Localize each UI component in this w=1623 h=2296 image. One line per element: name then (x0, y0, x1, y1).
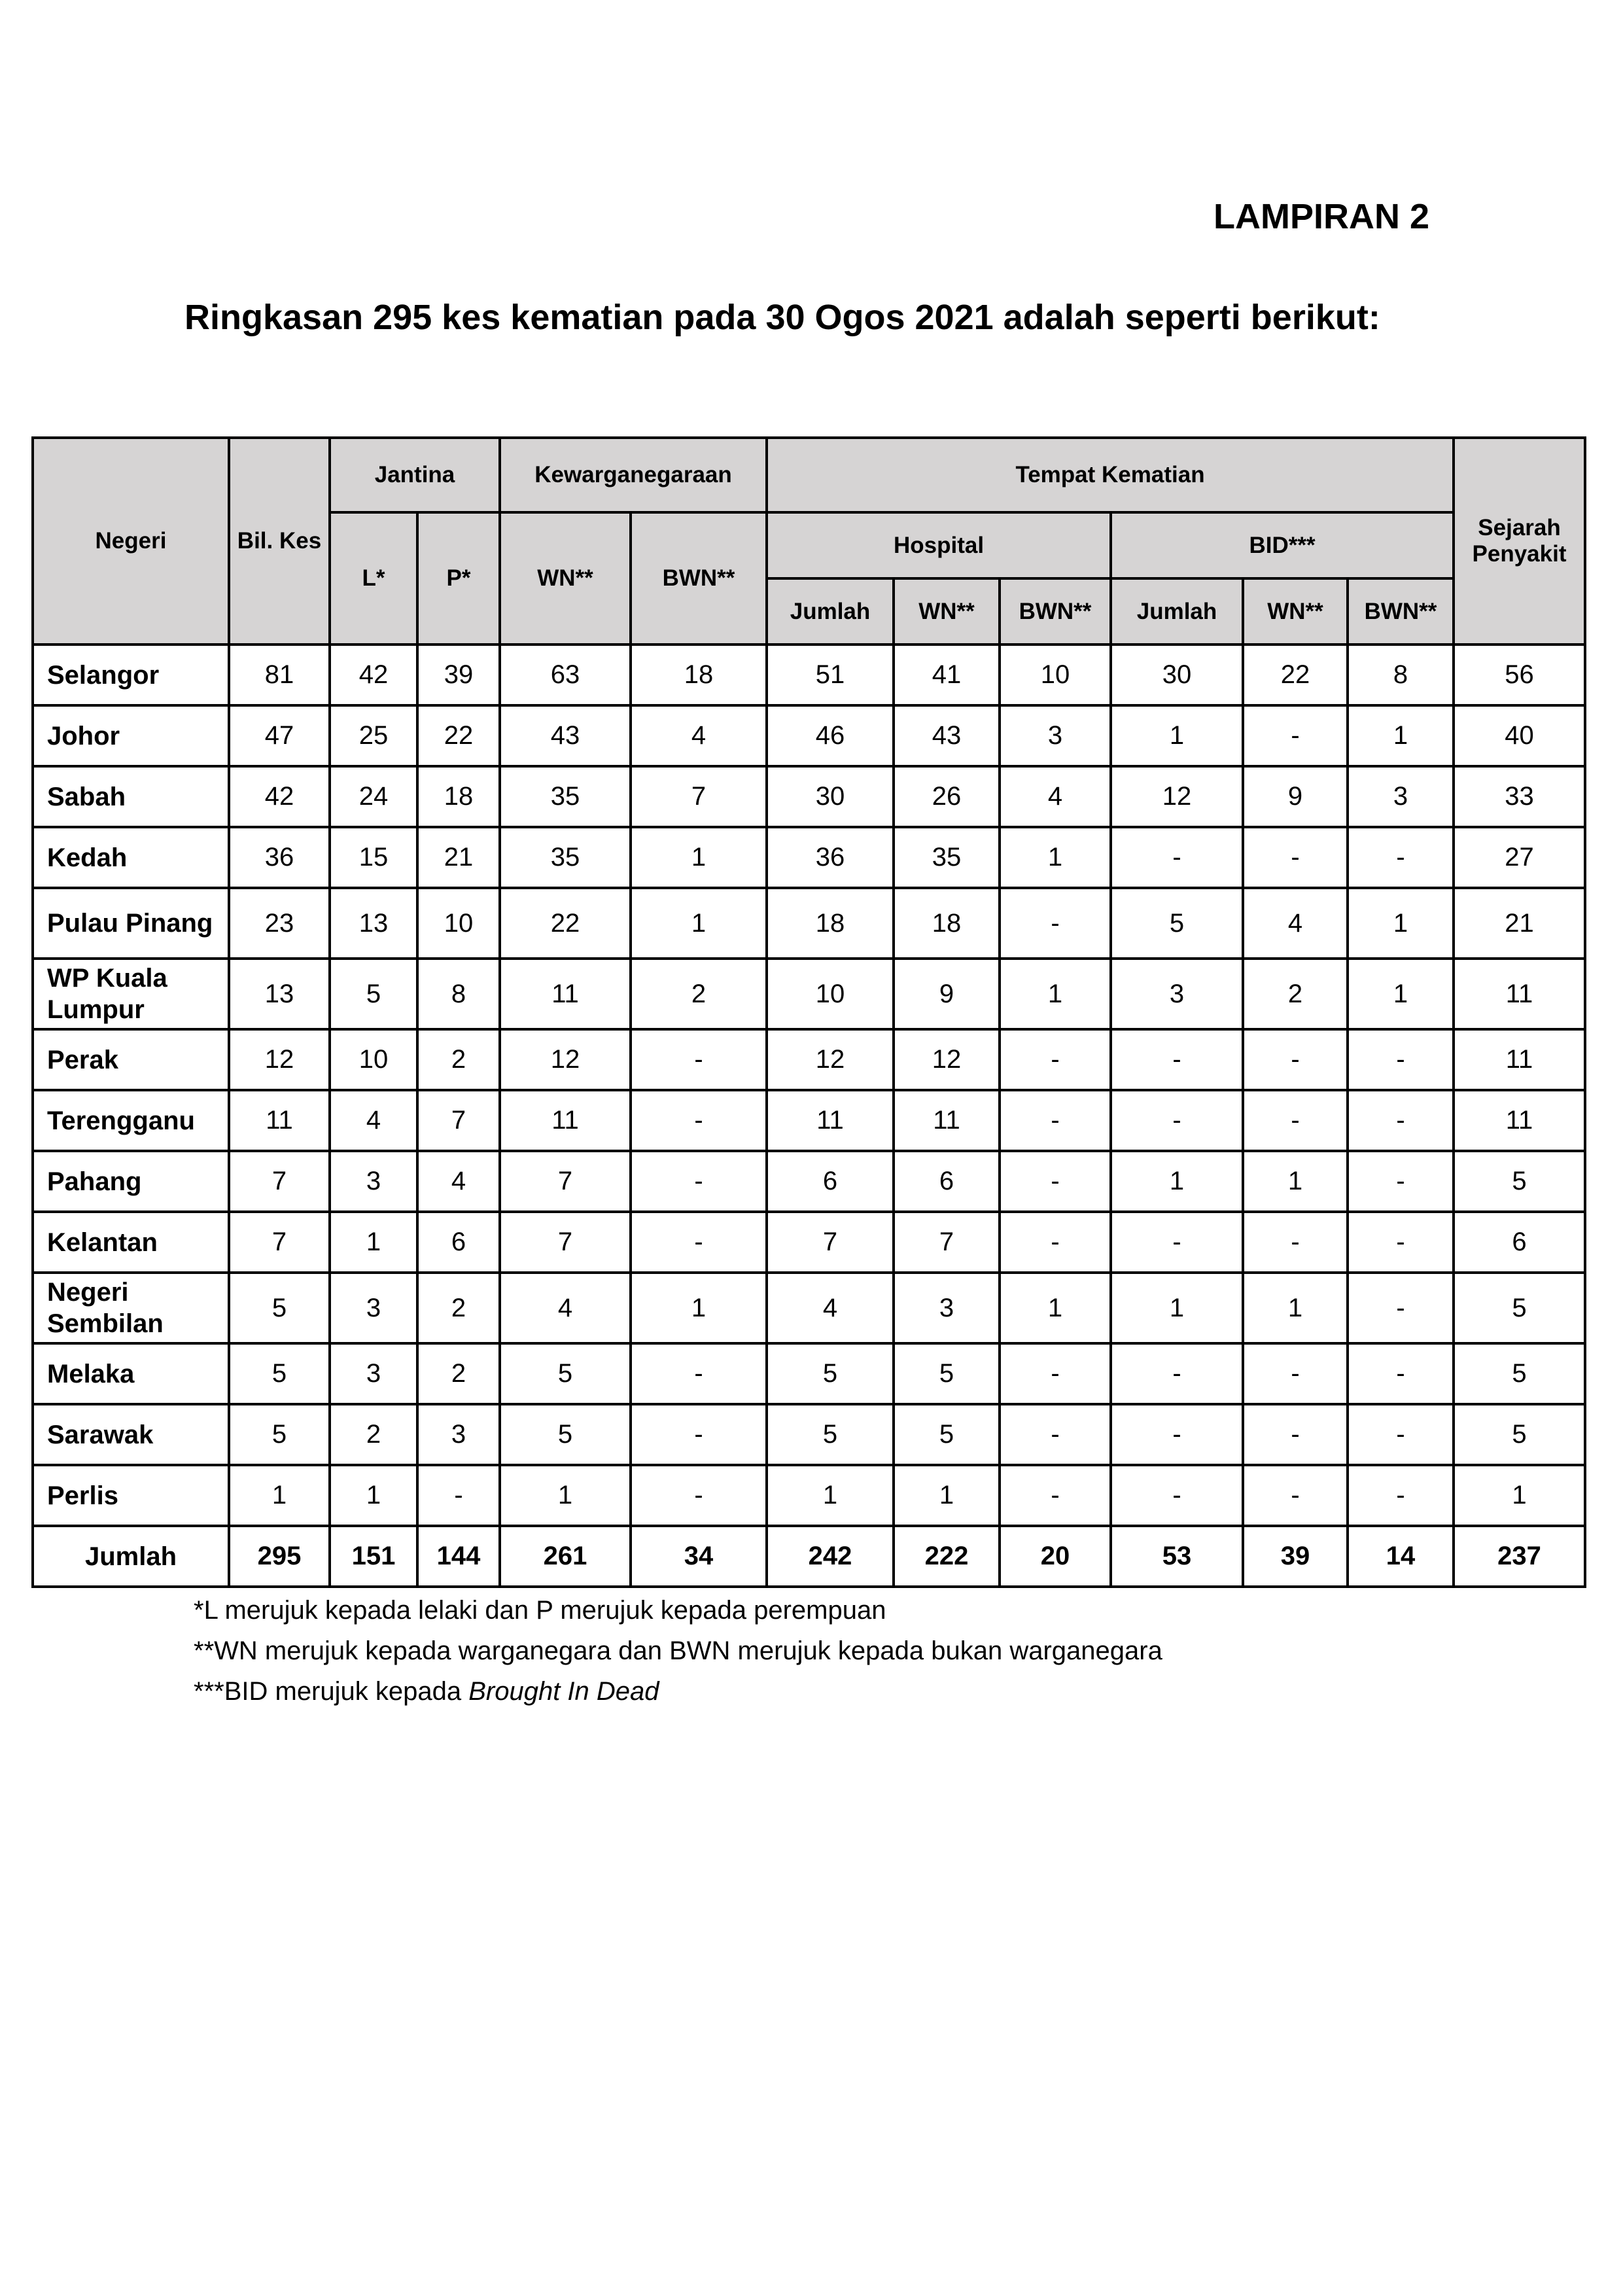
table-cell: 11 (894, 1090, 1000, 1151)
table-row (33, 705, 1585, 766)
table-cell: - (1243, 705, 1348, 766)
header-bid: BID*** (1111, 512, 1454, 578)
table-cell: 1 (767, 1465, 894, 1526)
table-cell: - (1348, 1090, 1454, 1151)
table-cell: 11 (767, 1090, 894, 1151)
table-cell: - (1348, 1404, 1454, 1465)
state-name: Perak (33, 1029, 229, 1090)
table-cell: 2 (417, 1029, 500, 1090)
table-cell: 6 (417, 1212, 500, 1273)
table-cell: - (1111, 1029, 1243, 1090)
table-cell: 30 (767, 766, 894, 827)
table-cell: 5 (1454, 1404, 1585, 1465)
table-cell: 12 (767, 1029, 894, 1090)
total-cell: 39 (1243, 1526, 1348, 1587)
table-cell: 1 (1454, 1465, 1585, 1526)
table-cell: - (1000, 1090, 1111, 1151)
table-cell: - (417, 1465, 500, 1526)
table-cell: 3 (1111, 959, 1243, 1029)
table-cell: 1 (500, 1465, 631, 1526)
table-cell: 24 (330, 766, 417, 827)
table-cell: - (1000, 1212, 1111, 1273)
table-cell: 2 (417, 1273, 500, 1343)
state-name: Negeri Sembilan (33, 1273, 229, 1343)
total-cell: 242 (767, 1526, 894, 1587)
table-cell: 43 (894, 705, 1000, 766)
table-cell: 5 (500, 1404, 631, 1465)
table-cell: 4 (1000, 766, 1111, 827)
state-name: Pahang (33, 1151, 229, 1212)
state-name: Johor (33, 705, 229, 766)
table-cell: 3 (330, 1343, 417, 1404)
table-cell: 3 (1000, 705, 1111, 766)
footnotes (194, 1590, 1162, 1712)
table-cell: 46 (767, 705, 894, 766)
table-cell: 4 (1243, 888, 1348, 959)
table-cell: 4 (500, 1273, 631, 1343)
table-cell: 11 (500, 1090, 631, 1151)
total-cell: 20 (1000, 1526, 1111, 1587)
table-row (33, 1212, 1585, 1273)
table-cell: 7 (417, 1090, 500, 1151)
total-cell: 14 (1348, 1526, 1454, 1587)
table-cell: 12 (894, 1029, 1000, 1090)
table-cell: 56 (1454, 645, 1585, 705)
table-cell: 1 (631, 1273, 767, 1343)
header-tempat-kematian: Tempat Kematian (767, 438, 1454, 512)
header-bid-bwn: BWN** (1348, 578, 1454, 645)
table-cell: 43 (500, 705, 631, 766)
table-cell: 2 (330, 1404, 417, 1465)
total-cell: 53 (1111, 1526, 1243, 1587)
table-cell: 7 (631, 766, 767, 827)
table-row (33, 1273, 1585, 1343)
table-cell: - (1111, 827, 1243, 888)
table-cell: 36 (767, 827, 894, 888)
table-cell: 7 (894, 1212, 1000, 1273)
table-cell: 1 (1243, 1151, 1348, 1212)
table-cell: 1 (330, 1212, 417, 1273)
table-cell: - (1348, 1343, 1454, 1404)
table-cell: 39 (417, 645, 500, 705)
table-cell: 3 (330, 1273, 417, 1343)
table-cell: 13 (330, 888, 417, 959)
table-cell: 7 (500, 1212, 631, 1273)
table-cell: 5 (1454, 1151, 1585, 1212)
header-hospital-jumlah: Jumlah (767, 578, 894, 645)
table-cell: 22 (1243, 645, 1348, 705)
total-cell: 144 (417, 1526, 500, 1587)
header-bil-kes: Bil. Kes (229, 438, 330, 645)
header-wn: WN** (500, 512, 631, 645)
table-cell: 1 (1348, 888, 1454, 959)
table-cell: - (1243, 827, 1348, 888)
table-cell: 5 (767, 1343, 894, 1404)
state-name: Pulau Pinang (33, 888, 229, 959)
table-cell: - (1000, 1465, 1111, 1526)
table-cell: 5 (894, 1404, 1000, 1465)
total-cell: 34 (631, 1526, 767, 1587)
table-cell: 21 (417, 827, 500, 888)
table-cell: 22 (500, 888, 631, 959)
table-cell: 41 (894, 645, 1000, 705)
table-cell: - (1348, 1465, 1454, 1526)
table-cell: 35 (500, 827, 631, 888)
header-bid-jumlah: Jumlah (1111, 578, 1243, 645)
table-cell: - (1348, 1029, 1454, 1090)
table-row (33, 1465, 1585, 1526)
table-row (33, 1029, 1585, 1090)
table-row (33, 888, 1585, 959)
table-cell: - (631, 1465, 767, 1526)
table-row (33, 766, 1585, 827)
table-cell: 7 (767, 1212, 894, 1273)
table-cell: 4 (767, 1273, 894, 1343)
header-negeri: Negeri (33, 438, 229, 645)
table-cell: 1 (229, 1465, 330, 1526)
table-cell: 12 (1111, 766, 1243, 827)
table-cell: - (1111, 1465, 1243, 1526)
total-cell: 222 (894, 1526, 1000, 1587)
table-cell: 13 (229, 959, 330, 1029)
header-bwn: BWN** (631, 512, 767, 645)
table-cell: - (1111, 1212, 1243, 1273)
table-cell: 12 (500, 1029, 631, 1090)
footnote-l-p: *L merujuk kepada lelaki dan P merujuk kepada perempuan (194, 1596, 886, 1625)
header-sejarah-penyakit: Sejarah Penyakit (1454, 438, 1585, 645)
table-cell: 25 (330, 705, 417, 766)
table-cell: 18 (631, 645, 767, 705)
table-cell: 1 (631, 827, 767, 888)
table-cell: 22 (417, 705, 500, 766)
footnote-bid-prefix: ***BID merujuk kepada (194, 1677, 469, 1706)
table-cell: 1 (894, 1465, 1000, 1526)
table-cell: - (1000, 1343, 1111, 1404)
state-name: Terengganu (33, 1090, 229, 1151)
table-cell: - (1000, 888, 1111, 959)
table-cell: 35 (500, 766, 631, 827)
table-cell: 5 (1454, 1343, 1585, 1404)
table-cell: 40 (1454, 705, 1585, 766)
table-cell: 2 (1243, 959, 1348, 1029)
total-cell: 151 (330, 1526, 417, 1587)
table-cell: 3 (1348, 766, 1454, 827)
table-cell: - (1000, 1029, 1111, 1090)
table-cell: 1 (1111, 1273, 1243, 1343)
table-cell: 10 (417, 888, 500, 959)
table-cell: - (1243, 1090, 1348, 1151)
table-cell: 1 (1348, 959, 1454, 1029)
table-row (33, 1151, 1585, 1212)
table-cell: 5 (894, 1343, 1000, 1404)
table-cell: 5 (500, 1343, 631, 1404)
table-cell: 10 (1000, 645, 1111, 705)
table-cell: 1 (330, 1465, 417, 1526)
table-cell: 11 (1454, 1029, 1585, 1090)
table-cell: 1 (1111, 1151, 1243, 1212)
table-row (33, 1404, 1585, 1465)
table-row (33, 959, 1585, 1029)
state-name: Perlis (33, 1465, 229, 1526)
table-cell: 23 (229, 888, 330, 959)
table-cell: - (1000, 1151, 1111, 1212)
header-kewarganegaraan: Kewarganegaraan (500, 438, 767, 512)
table-cell: - (1243, 1343, 1348, 1404)
table-cell: 3 (330, 1151, 417, 1212)
table-cell: 27 (1454, 827, 1585, 888)
table-cell: 7 (229, 1151, 330, 1212)
state-name: Sabah (33, 766, 229, 827)
table-cell: 1 (1000, 827, 1111, 888)
total-row (33, 1526, 1585, 1587)
table-cell: 18 (417, 766, 500, 827)
death-summary-table (31, 436, 1586, 1588)
table-cell: 1 (1000, 1273, 1111, 1343)
table-cell: 8 (1348, 645, 1454, 705)
table-cell: 42 (330, 645, 417, 705)
table-row (33, 1090, 1585, 1151)
table-cell: 47 (229, 705, 330, 766)
table-cell: 2 (631, 959, 767, 1029)
table-cell: 11 (1454, 1090, 1585, 1151)
table-cell: 5 (1111, 888, 1243, 959)
state-name: Melaka (33, 1343, 229, 1404)
annex-label: LAMPIRAN 2 (1213, 197, 1429, 236)
table-cell: 21 (1454, 888, 1585, 959)
table-cell: 15 (330, 827, 417, 888)
header-hospital-wn: WN** (894, 578, 1000, 645)
table-cell: 6 (894, 1151, 1000, 1212)
total-label: Jumlah (33, 1526, 229, 1587)
table-cell: 6 (1454, 1212, 1585, 1273)
header-hospital-bwn: BWN** (1000, 578, 1111, 645)
table-cell: - (1348, 827, 1454, 888)
table-cell: 3 (894, 1273, 1000, 1343)
state-name: Kedah (33, 827, 229, 888)
table-cell: - (631, 1212, 767, 1273)
footnote-wn-bwn: **WN merujuk kepada warganegara dan BWN merujuk kepada bukan warganegara (194, 1636, 1162, 1665)
table-cell: 63 (500, 645, 631, 705)
table-cell: - (1111, 1090, 1243, 1151)
table-cell: 35 (894, 827, 1000, 888)
state-name: Sarawak (33, 1404, 229, 1465)
table-cell: 5 (767, 1404, 894, 1465)
table-cell: 51 (767, 645, 894, 705)
table-cell: 33 (1454, 766, 1585, 827)
table-cell: - (1348, 1212, 1454, 1273)
table-cell: 5 (229, 1404, 330, 1465)
table-cell: 18 (767, 888, 894, 959)
table-cell: - (631, 1404, 767, 1465)
state-name: Selangor (33, 645, 229, 705)
table-cell: - (1243, 1465, 1348, 1526)
table-cell: 8 (417, 959, 500, 1029)
table-cell: - (631, 1090, 767, 1151)
state-name: WP Kuala Lumpur (33, 959, 229, 1029)
total-cell: 295 (229, 1526, 330, 1587)
header-jantina: Jantina (330, 438, 500, 512)
table-cell: 11 (229, 1090, 330, 1151)
table-cell: 5 (1454, 1273, 1585, 1343)
table-cell: 12 (229, 1029, 330, 1090)
table-row (33, 1343, 1585, 1404)
table-cell: 5 (330, 959, 417, 1029)
table-cell: - (1348, 1273, 1454, 1343)
table-cell: 26 (894, 766, 1000, 827)
table-cell: - (1243, 1029, 1348, 1090)
table-cell: 3 (417, 1404, 500, 1465)
table-cell: 42 (229, 766, 330, 827)
table-cell: 30 (1111, 645, 1243, 705)
table-cell: - (631, 1151, 767, 1212)
table-cell: 4 (330, 1090, 417, 1151)
footnote-bid-term: Brought In Dead (468, 1677, 659, 1706)
table-cell: 4 (417, 1151, 500, 1212)
table-cell: 10 (330, 1029, 417, 1090)
total-cell: 237 (1454, 1526, 1585, 1587)
table-cell: 7 (229, 1212, 330, 1273)
table-cell: 9 (894, 959, 1000, 1029)
intro-paragraph: Ringkasan 295 kes kematian pada 30 Ogos 2021 adalah seperti berikut: (184, 298, 1380, 337)
header-p: P* (417, 512, 500, 645)
state-name: Kelantan (33, 1212, 229, 1273)
table-body (33, 645, 1585, 1587)
table-cell: - (1243, 1212, 1348, 1273)
table-cell: 6 (767, 1151, 894, 1212)
table-cell: 1 (1000, 959, 1111, 1029)
header-l: L* (330, 512, 417, 645)
table-row (33, 645, 1585, 705)
header-hospital: Hospital (767, 512, 1111, 578)
table-cell: 11 (500, 959, 631, 1029)
header-bid-wn: WN** (1243, 578, 1348, 645)
table-cell: 4 (631, 705, 767, 766)
table-cell: 10 (767, 959, 894, 1029)
table-cell: - (631, 1029, 767, 1090)
table-cell: - (1000, 1404, 1111, 1465)
table-cell: 81 (229, 645, 330, 705)
table-cell: 18 (894, 888, 1000, 959)
footnote-bid (194, 1671, 1162, 1712)
table-cell: - (631, 1343, 767, 1404)
table-cell: 1 (1348, 705, 1454, 766)
table-cell: - (1111, 1404, 1243, 1465)
table-cell: 1 (1111, 705, 1243, 766)
table-cell: 11 (1454, 959, 1585, 1029)
table-cell: - (1348, 1151, 1454, 1212)
table-row (33, 827, 1585, 888)
table-cell: - (1111, 1343, 1243, 1404)
table-cell: 5 (229, 1273, 330, 1343)
table-cell: 5 (229, 1343, 330, 1404)
table-cell: - (1243, 1404, 1348, 1465)
table-cell: 1 (631, 888, 767, 959)
table-cell: 2 (417, 1343, 500, 1404)
table-cell: 1 (1243, 1273, 1348, 1343)
table-cell: 36 (229, 827, 330, 888)
table-cell: 9 (1243, 766, 1348, 827)
table-cell: 7 (500, 1151, 631, 1212)
total-cell: 261 (500, 1526, 631, 1587)
